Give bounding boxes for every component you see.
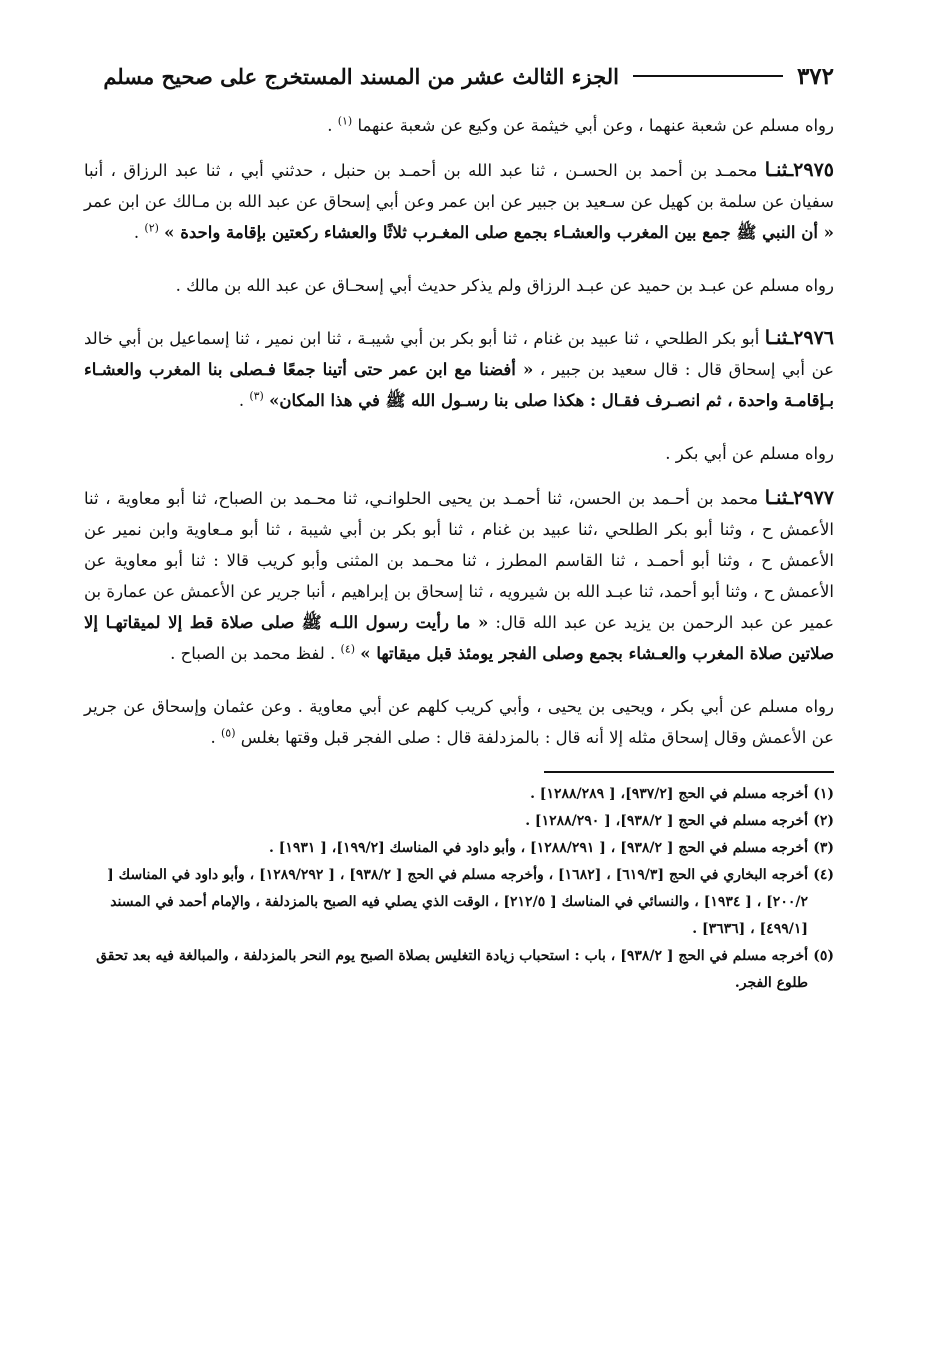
header-rule <box>633 75 783 77</box>
footnote-text: أخرجه مسلم في الحج [ ٩٣٨/٢] ، باب : استحباب زيادة التغليس بصلاة الصبح يوم النحر بالمزدلفة ، والمبالغة فيه بعد تحقق طلوع الفجر. <box>96 948 808 991</box>
paragraph-end: . لفظ محمد بن الصباح . <box>170 644 336 663</box>
narration-text: رواه مسلم عن عبـد بن حميد عن عبـد الرزاق ولم يذكر حديث أبي إسحـاق عن عبد الله بن مالك . <box>175 276 834 295</box>
footnote-label: (٥) <box>813 948 834 964</box>
hadith-isnad: محمـد بن أحمد بن الحسـن ، ثنا عبد الله بن أحمـد بن حنبل ، حدثني أبي ، ثنا عبد الرزاق ، أنبا سفيان عن سلمة بن كهيل عن سـعيد بن جبير عن ابن عمر وعن أبي إسحاق عن عبد الله بن مـالك عن ابن عمر <box>84 161 834 211</box>
hadith-2976 <box>84 323 834 416</box>
paragraph-end: . <box>327 116 333 135</box>
narration-paragraph <box>84 270 834 301</box>
narration-text: رواه مسلم عن أبي بكر . <box>665 444 834 463</box>
narration-paragraph <box>84 691 834 753</box>
hadith-isnad: أبو بكر الطلحي ، ثنا عبيد بن غنام ، ثنا أبو بكر بن أبي شيبـة ، ثنا ابن نمير ، ثنا إسماعيل بن أبي خالد عن أبي إسحاق قال : قال سعيد بن جبير ، <box>84 329 834 379</box>
hadith-tna: ثنـا <box>764 327 788 349</box>
footnote-marker: (٢) <box>144 221 159 235</box>
narration-paragraph <box>84 438 834 469</box>
footnote-label: (٣) <box>813 840 834 856</box>
paragraph-end: . <box>133 223 140 242</box>
hadith-2975 <box>84 155 834 248</box>
footnote-marker: (٣) <box>249 389 264 403</box>
running-header <box>84 56 834 96</box>
footnote-text: أخرجه مسلم في الحج [ ٩٣٨/٢] ، [ ١٢٨٨/٢٩١] ، وأبو داود في المناسك [١٩٩/٢]، [ ١٩٣١] . <box>268 840 808 856</box>
footnote-label: (٤) <box>813 867 834 883</box>
hadith-isnad: محمد بن أحـمد بن الحسن، ثنا أحمـد بن يحيى الحلوانـي، ثنا محـمد بن الصباح، ثنا أبو معاوية ، ثنا الأعمش ح ، وثنا أبو بكر الطلحي ،ثنا عبيد بن غنام ، ثنا أبو بكر بن أبي شيبة ، ثنا أبو مـعاوية وابن نمير عن الأعمش ح ، وثنا أبو أحمـد ، ثنا القاسم المطرز ، ثنا محـمد بن المثنى وأبو كريب قالا : ثنا أبو معاوية عن الأعمش ح ، وثنا أبو أحمد، ثنا عبـد الله بن شيرويه ، ثنا إسحاق بن إبراهيم ، أنبا جرير عن الأعمش عن عمارة بن عمير عن عبد الرحمن بن يزيد عن عبد الله قال: <box>84 489 834 632</box>
footnote-text: أخرجه مسلم في الحج [٩٣٧/٢]، [ ١٢٨٨/٢٨٩] . <box>530 786 808 802</box>
hadith-matn: « أن النبي ﷺ جمع بين المغرب والعشـاء بجمع صلى المغـرب ثلاثًا والعشاء ركعتين بإقامة واحدة » <box>164 223 834 242</box>
footnote-marker: (٥) <box>220 726 236 740</box>
footnote-text: أخرجه مسلم في الحج [ ٩٣٨/٢]، [ ١٢٨٨/٢٩٠] . <box>525 813 808 829</box>
footnote <box>84 781 834 808</box>
hadith-tna: ثنـا <box>764 487 788 509</box>
footnote-label: (٢) <box>813 813 834 829</box>
paragraph-end: . <box>238 391 245 410</box>
footnote-label: (١) <box>813 786 834 802</box>
footnote-separator <box>544 771 834 773</box>
footnote <box>84 808 834 835</box>
main-text <box>84 110 834 753</box>
footnote-marker: (٤) <box>340 642 356 656</box>
footnote <box>84 943 834 997</box>
hadith-2977 <box>84 483 834 669</box>
hadith-number: ٢٩٧٧ـ <box>787 487 834 509</box>
narration-text: رواه مسلم عن شعبة عنهما ، وعن أبي خيثمة عن وكيع عن شعبة عنهما <box>357 116 834 135</box>
footnote <box>84 835 834 862</box>
page-number: ٣٧٢ <box>796 62 834 90</box>
footnote-marker: (١) <box>337 114 353 128</box>
hadith-matn: « أفضنا مع ابن عمر حتى أتينا جمعًا فـصلى بنا المغرب والعشـاء بـإقامـة واحدة ، ثم انصـرف فقـال : هكذا صلى بنا رسـول الله ﷺ في هذا المكان» <box>84 360 834 410</box>
running-title: الجزء الثالث عشر من المسند المستخرج على صحيح مسلم <box>103 63 619 89</box>
hadith-matn: « ما رأيت رسول اللـه ﷺ صلى صلاة قط إلا لميقاتهـا إلا صلاتين صلاة المغرب والعـشاء بجمع وصلى الفجر يومئذ قبل ميقاتها » <box>84 613 834 663</box>
narration-paragraph <box>84 110 834 141</box>
narration-text: رواه مسلم عن أبي بكر ، ويحيى بن يحيى ، وأبي كريب كلهم عن أبي معاوية . وعن عثمان وإسحاق عن جرير عن الأعمش وقال إسحاق مثله إلا أنه قال : بالمزدلفة قال : صلى الفجر قبل وقتها بغلس <box>84 697 834 747</box>
hadith-number: ٢٩٧٥ـ <box>787 159 834 181</box>
book-page <box>84 56 834 997</box>
footnotes <box>84 781 834 997</box>
footnote <box>84 862 834 943</box>
hadith-tna: ثنـا <box>764 159 788 181</box>
paragraph-end: . <box>210 728 216 747</box>
footnote-text: أخرجه البخاري في الحج [٦١٩/٣] ، [١٦٨٢] ، وأخرجه مسلم في الحج [ ٩٣٨/٢] ، [ ١٢٨٩/٢٩٢] ، وأبو داود في المناسك [ ٢٠٠/٢] ، [ ١٩٣٤] ، والنسائي في المناسك [ ٢١٢/٥] ، الوقت الذي يصلي فيه الصبح بالمزدلفة ، والإمام أحمد في المسند [٤٩٩/١] ، [٣٦٣٦] . <box>107 867 808 937</box>
hadith-number: ٢٩٧٦ـ <box>787 327 834 349</box>
